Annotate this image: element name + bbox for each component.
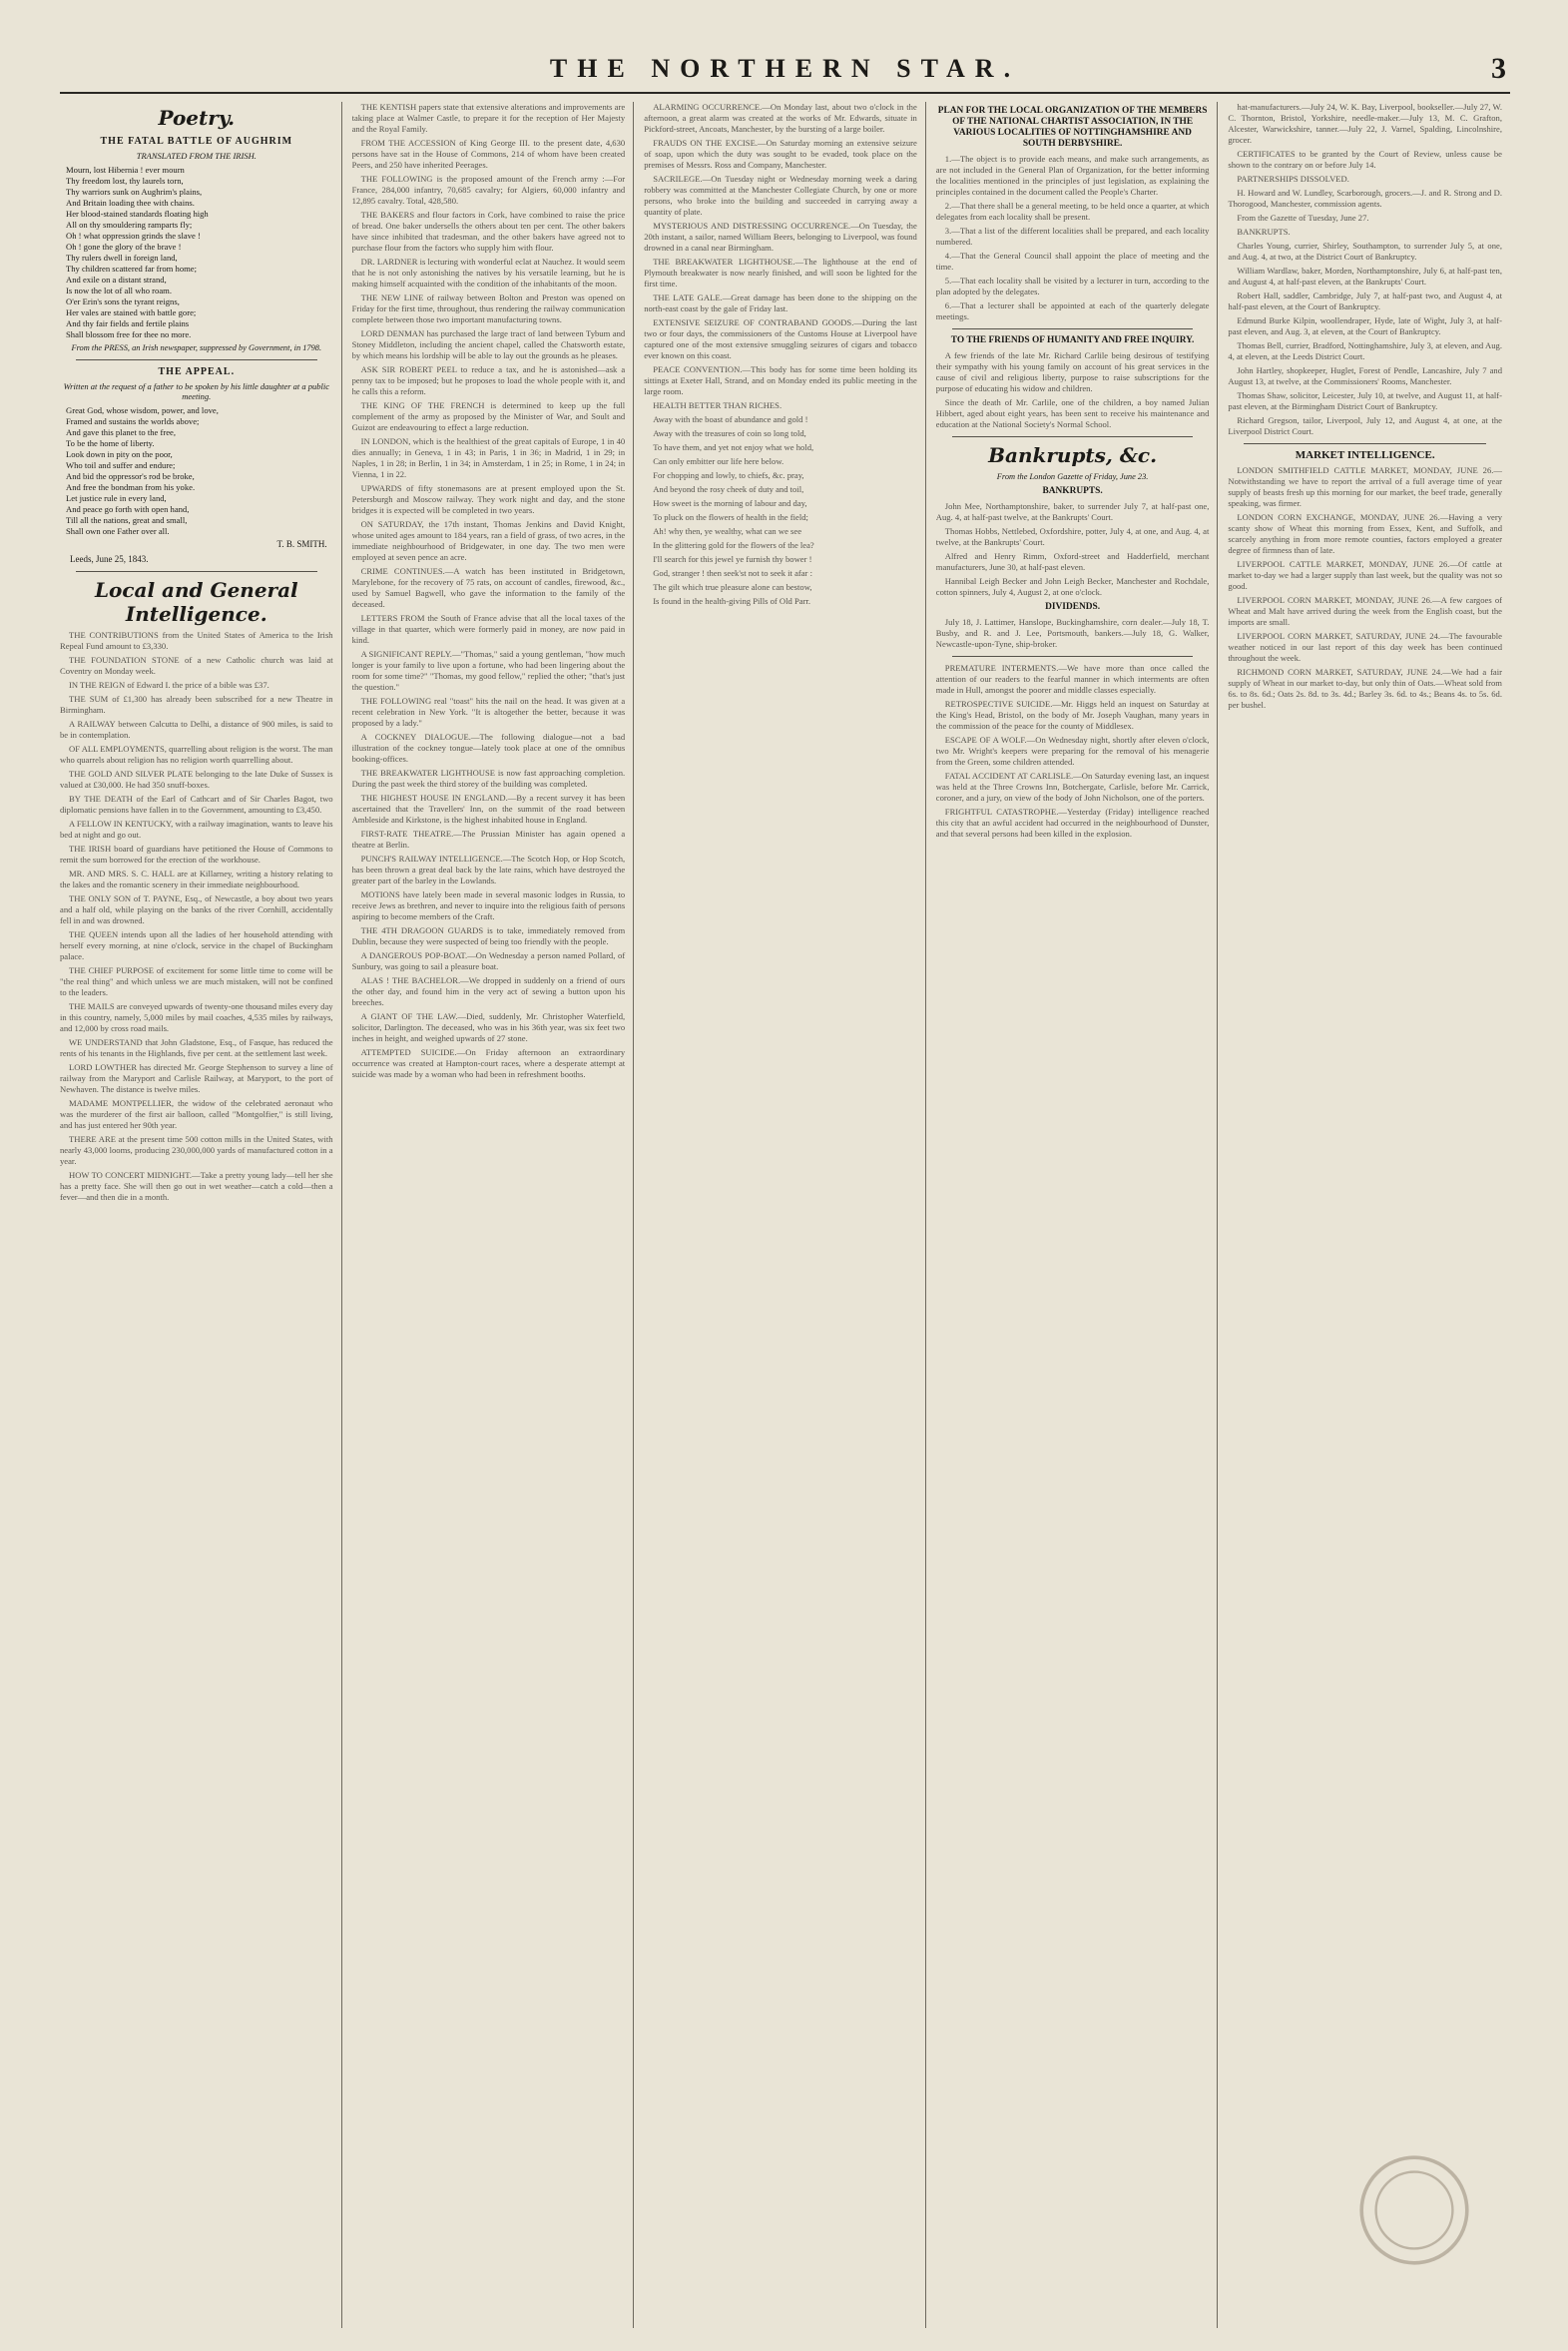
poem-line: And bid the oppressor's rod be broke, [66, 471, 195, 481]
market-report: LONDON CORN EXCHANGE, MONDAY, JUNE 26.—Having a very scanty show of Wheat this morning from Essex, Kent, and Suffolk, and scarcely anything in from more remote counties, factors employed a greater degree of firmness than of late. [1228, 512, 1502, 555]
poem-line: Great God, whose wisdom, power, and love, [66, 405, 219, 415]
poem-line: O'er Erin's sons the tyrant reigns, [66, 296, 180, 306]
plan-heading: PLAN FOR THE LOCAL ORGANIZATION OF THE MEMBERS OF THE NATIONAL CHARTIST ASSOCIATION, IN THE VARIOUS LOCALITIES OF NOTTINGHAMSHIRE AND SOUTH DERBYSHIRE. [937, 106, 1208, 149]
news-items [936, 663, 1210, 840]
news-paragraph: A DANGEROUS POP-BOAT.—On Wednesday a person named Pollard, of Sunbury, was going to sail a pleasure boat. [351, 950, 626, 971]
news-paragraph: IN THE REIGN of Edward I. the price of a bible was £37. [69, 680, 269, 690]
bankrupts-heading: Bankrupts, &c. [988, 443, 1158, 467]
news-paragraph: FIRST-RATE THEATRE.—The Prussian Minister has again opened a theatre at Berlin. [351, 829, 626, 850]
poem-line: All on thy smouldering ramparts fly; [66, 220, 193, 230]
market-report: RICHMOND CORN MARKET, SATURDAY, JUNE 24.—We had a fair supply of Wheat in our market to-day, but only thin of Oats.—Wheat sold from 6s. to 8s. 6d.; Oats 2s. 8d. to 3s. 4d.; Barley 3s. 6d. to 4s.; Beans 4s. to 5s. 6d. per bushel. [1228, 667, 1502, 710]
news-paragraph: LORD LOWTHER has directed Mr. George Stephenson to survey a line of railway from the Maryport and Carlisle Railway, at Maryport, to the port of Newhaven. The distance is twelve miles. [60, 1062, 333, 1094]
newspaper-title: THE NORTHERN STAR. [549, 54, 1021, 83]
poem-line: Is now the lot of all who roam. [66, 286, 172, 295]
poem-line: Thy rulers dwell in foreign land, [66, 253, 178, 263]
news-heading: Local and General Intelligence. [94, 578, 298, 626]
poem-title: THE FATAL BATTLE OF AUGHRIM [100, 136, 293, 147]
library-stamp-icon [1354, 2150, 1474, 2270]
news-paragraph: ON SATURDAY, the 17th instant, Thomas Jenkins and David Knight, whose united ages amount to 184 years, ran a field of grass, of two acres, in the immediate neighbourhood of Bridgewater, in one day. The two men were employed at seven pence an acre. [351, 519, 626, 562]
news-paragraph: MOTIONS have lately been made in several masonic lodges in Russia, to receive Jews as brethren, and never to inquire into the religious faith of persons aspiring to become members of the Craft. [351, 889, 626, 921]
gazette-entry: Robert Hall, saddler, Cambridge, July 7, at half-past two, and August 4, at half-past eleven, at the Court of Bankruptcy. [1228, 291, 1502, 311]
news-paragraph: God, stranger ! then seek'st not to seek it afar : [653, 568, 812, 578]
appeal-items [936, 350, 1210, 430]
poem-line: Her vales are stained with battle gore; [66, 307, 197, 317]
gazette-entry: CERTIFICATES to be granted by the Court of Review, unless cause be shown to the contrary on or before July 14. [1228, 149, 1502, 170]
poem-line: And peace go forth with open hand, [66, 504, 190, 514]
news-paragraph: LORD DENMAN has purchased the large tract of land between Tybum and Stoney Middleton, including the ancient chapel, called the Chatsworth estate, by which means his lordship will be able to lay out the grounds as he pleases. [351, 328, 626, 360]
poem-dateline: Leeds, June 25, 1843. [70, 554, 149, 564]
news-paragraph: THE NEW LINE of railway between Bolton and Preston was opened on Friday for the first time, throughout, thus rendering the railway communication complete between those two important manufacturing towns. [351, 293, 626, 324]
gazette-entry: John Hartley, shopkeeper, Huglet, Forest of Pendle, Lancashire, July 7 and August 13, at twelve, at the Commissioners' Rooms, Manchester. [1228, 365, 1502, 386]
market-report: LIVERPOOL CORN MARKET, SATURDAY, JUNE 24.—The favourable weather noticed in our last report of this day week has been continued throughout the week. [1228, 631, 1502, 663]
news-paragraph: I'll search for this jewel ye furnish thy bower ! [653, 554, 812, 564]
gazette-entry: Thomas Bell, currier, Bradford, Nottinghamshire, July 3, at eleven, and Aug. 4, at eleven, at the Leeds District Court. [1228, 340, 1502, 361]
poem-line: Oh ! gone the glory of the brave ! [66, 242, 182, 252]
gazette-entry: Edmund Burke Kilpin, woollendraper, Hyde, late of Wight, July 3, at half-past eleven, and Aug. 3, at eleven, at the Court of Bankruptcy. [1228, 315, 1502, 336]
gazette-entry: BANKRUPTS. [1237, 227, 1291, 237]
news-paragraph: FROM THE ACCESSION of King George III. to the present date, 4,630 persons have sat in the House of Commons, 214 of whom have been created Peers, and 250 have inherited Peerages. [351, 138, 626, 170]
poem-source: From the PRESS, an Irish newspaper, suppressed by Government, in 1798. [71, 343, 322, 352]
divider [1244, 443, 1486, 444]
news-paragraph: A RAILWAY between Calcutta to Delhi, a distance of 900 miles, is said to be in contemplation. [60, 719, 333, 740]
plan-paragraph: 6.—That a lecturer shall be appointed at each of the quarterly delegate meetings. [935, 300, 1210, 321]
poem-line: Thy children scattered far from home; [66, 264, 198, 274]
market-heading: MARKET INTELLIGENCE. [1295, 449, 1435, 461]
news-paragraph: ALARMING OCCURRENCE.—On Monday last, about two o'clock in the afternoon, a great alarm was created at the works of Mr. Edwards, situate in Pickford-street, Ancoats, Manchester, by the bursting of a large boiler. [644, 102, 917, 134]
news-paragraph: PUNCH'S RAILWAY INTELLIGENCE.—The Scotch Hop, or Hop Scotch, has been thrown a great deal back by the late rains, which have destroyed the greater part of the barley in the Lowlands. [351, 854, 626, 885]
news-paragraph: HOW TO CONCERT MIDNIGHT.—Take a pretty young lady—tell her she has a pretty face. She will then go out in wet weather—catch a cold—then a fever—and then die in a month. [60, 1170, 333, 1202]
poem-line: Mourn, lost Hibernia ! ever mourn [66, 165, 185, 175]
news-paragraph: How sweet is the morning of labour and day, [653, 498, 807, 508]
page-number: 3 [1491, 52, 1506, 85]
news-paragraph: THERE ARE at the present time 500 cotton mills in the United States, with nearly 43,000 looms, producing 230,000,000 yards of manufactured cotton in a year. [60, 1134, 333, 1166]
poem-line: Thy warriors sunk on Aughrim's plains, [66, 187, 203, 197]
news-paragraph: CRIME CONTINUES.—A watch has been instituted in Bridgetown, Marylebone, for the recovery of 75 rats, on account of candles, firewood, &c., used by Samuel Bagwell, who gave the information to the family of the deceased. [351, 566, 626, 609]
news-paragraph: ALAS ! THE BACHELOR.—We dropped in suddenly on a friend of ours the other day, and found him in the very act of sewing a button upon his breeches. [351, 975, 626, 1007]
news-paragraph: RETROSPECTIVE SUICIDE.—Mr. Higgs held an inquest on Saturday at the King's Head, Bristol, on the body of Mr. Joseph Vaughan, many years in the commission of the peace for the county of Middlesex. [935, 699, 1210, 731]
market-report: LIVERPOOL CORN MARKET, MONDAY, JUNE 26.—A few cargoes of Wheat and Malt have arrived during the week from the English coast, but the imports are small. [1228, 595, 1502, 627]
divider [952, 656, 1194, 657]
poem-line: Her blood-stained standards floating high [66, 209, 209, 219]
news-paragraph: THE ONLY SON of T. PAYNE, Esq., of Newcastle, a boy about two years and a half old, while playing on the banks of the river Cornhill, accidentally fell in and was drowned. [60, 893, 333, 925]
gazette-entry: Richard Gregson, tailor, Liverpool, July 12, and August 4, at one, at the Liverpool District Court. [1228, 415, 1502, 436]
poem-title: THE APPEAL. [158, 366, 236, 377]
gazette-entry: Thomas Shaw, solicitor, Leicester, July 10, at twelve, and August 11, at half-past eleven, at the Birmingham District Court of Bankruptcy. [1228, 390, 1502, 411]
news-paragraph: ATTEMPTED SUICIDE.—On Friday afternoon an extraordinary occurrence was created at Hampton-court races, where a desperate attempt at suicide was made by a woman who had been in refreshment booths. [351, 1047, 626, 1079]
news-paragraph: FRIGHTFUL CATASTROPHE.—Yesterday (Friday) intelligence reached this city that an awful accident had occurred in the neighbourhood of Dunster, and that several persons had been killed in the explosion. [935, 807, 1210, 839]
news-paragraph: FATAL ACCIDENT AT CARLISLE.—On Saturday evening last, an inquest was held at the Three Crowns Inn, Botchergate, Carlisle, before Mr. Carrick, coroner, and a jury, on view of the body of John Nicholson, one of the porters. [935, 771, 1210, 803]
plan-items [936, 154, 1210, 322]
column-4 [936, 102, 1219, 2328]
column-1 [60, 102, 342, 2328]
market-items [1228, 465, 1502, 711]
news-paragraph: THE HIGHEST HOUSE IN ENGLAND.—By a recent survey it has been ascertained that the Travellers' Inn, on the summit of the road between Ambleside and Kirkstone, is the highest inhabited house in England. [351, 793, 626, 825]
news-paragraph: For chopping and lowly, to chiefs, &c. pray, [653, 470, 804, 480]
column-5 [1228, 102, 1510, 2328]
bankrupt-entry: Thomas Hobbs, Nettlebed, Oxfordshire, potter, July 4, at one, and Aug. 4, at twelve, at the Bankrupts' Court. [935, 526, 1210, 547]
news-paragraph: THE GOLD AND SILVER PLATE belonging to the late Duke of Sussex is valued at £30,000. He had 350 snuff-boxes. [60, 769, 333, 790]
news-paragraph: To have them, and yet not enjoy what we hold, [653, 442, 814, 452]
news-paragraph: FRAUDS ON THE EXCISE.—On Saturday morning an extensive seizure of soap, upon which the duty was sought to be evaded, took place on the premises of Messrs. Ross and Company, Manchester. [644, 138, 917, 170]
news-paragraph: THE FOLLOWING is the proposed amount of the French army :—For France, 284,000 infantry, 70,685 cavalry; for Algiers, 60,000 infantry and 12,895 cavalry. Total, 428,580. [351, 174, 626, 206]
plan-paragraph: 4.—That the General Council shall appoint the place of meeting and the time. [935, 251, 1210, 272]
news-paragraph: WE UNDERSTAND that John Gladstone, Esq., of Fasque, has reduced the rents of his tenants in the Highlands, five per cent. at the settlement last week. [60, 1037, 333, 1058]
plan-paragraph: 2.—That there shall be a general meeting, to be held once a quarter, at which delegates from each locality shall be present. [935, 201, 1210, 222]
news-paragraph: OF ALL EMPLOYMENTS, quarrelling about religion is the worst. The man who quarrels about religion has no religion worth quarrelling about. [60, 744, 333, 765]
news-paragraph: THE IRISH board of guardians have petitioned the House of Commons to remit the sum borrowed for the erection of the workhouse. [60, 844, 333, 865]
poetry-heading: Poetry. [158, 106, 236, 130]
plan-paragraph: 5.—That each locality shall be visited by a lecturer in turn, according to the plan adopted by the delegates. [935, 276, 1210, 296]
gazette-items [1228, 102, 1502, 437]
news-paragraph: THE BAKERS and flour factors in Cork, have combined to raise the price of bread. One baker undersells the others about ten per cent. The other bakers have since inhibited that tradesman, and the other bakers have agreed not to purchase flour from the factors who supply him with flour. [351, 210, 626, 253]
divider [952, 436, 1194, 437]
divider [76, 571, 317, 572]
appeal-paragraph: Since the death of Mr. Carlile, one of the children, a boy named Julian Hibbert, aged about eight years, has been sent to receive his maintenance and education at the National Society's Normal School. [935, 397, 1210, 429]
news-paragraph: PEACE CONVENTION.—This body has for some time been holding its sittings at Exeter Hall, Strand, and on Monday ended its public meeting in the large room. [644, 364, 917, 396]
news-paragraph: In the glittering gold for the flowers of the lea? [653, 540, 814, 550]
news-paragraph: A GIANT OF THE LAW.—Died, suddenly, Mr. Christopher Waterfield, solicitor, Darlington. The deceased, who was in his 36th year, was six feet two inches in height, and weighed upwards of 27 stone. [351, 1011, 626, 1043]
poem-line: Look down in pity on the poor, [66, 449, 173, 459]
plan-paragraph: 3.—That a list of the different localities shall be prepared, and each locality numbered. [935, 226, 1210, 247]
masthead [60, 0, 1510, 94]
poem-line: And free the bondman from his yoke. [66, 482, 196, 492]
poem-line: And Britain loading thee with chains. [66, 198, 195, 208]
bankrupt-entry: Hannibal Leigh Becker and John Leigh Becker, Manchester and Rochdale, cotton spinners, July 4, August 2, at one o'clock. [935, 576, 1210, 597]
news-paragraph: UPWARDS of fifty stonemasons are at present employed upon the St. Petersburgh and Moscow railway. They work night and day, and the stone bridges it is expected will be completed in two years. [351, 483, 626, 515]
news-paragraph: IN LONDON, which is the healthiest of the great capitals of Europe, 1 in 40 dies annually; in Geneva, 1 in 43; in Paris, 1 in 36; in Madrid, 1 in 29; in Naples, 1 in 28; in Berlin, 1 in 34; in Amsterdam, 1 in 25; in Rome, 1 in 24; in Vienna, 1 in 22. [351, 436, 626, 479]
news-items [644, 102, 917, 607]
news-paragraph: BY THE DEATH of the Earl of Cathcart and of Sir Charles Bagot, two diplomatic pensions have fallen in to the Government, amounting to £3,450. [60, 794, 333, 815]
news-paragraph: THE FOLLOWING real "toast" hits the nail on the head. It was given at a recent celebration in New York. "It is altogether the better, because it was proposed by a lady." [351, 696, 626, 728]
news-paragraph: HEALTH BETTER THAN RICHES. [653, 400, 783, 410]
news-paragraph: THE 4TH DRAGOON GUARDS is to take, immediately removed from Dublin, because they were suspected of being too friendly with the people. [351, 925, 626, 946]
news-paragraph: A SIGNIFICANT REPLY.—"Thomas," said a young gentleman, "how much longer is your family to live upon a fortune, who had been lingering about the room for some time?" "Thomas, my good fellow," replied the other; "that's just the question." [351, 649, 626, 692]
appeal-heading: TO THE FRIENDS OF HUMANITY AND FREE INQUIRY. [950, 335, 1195, 345]
news-paragraph: THE SUM of £1,300 has already been subscribed for a new Theatre in Birmingham. [60, 694, 333, 715]
news-paragraph: A COCKNEY DIALOGUE.—The following dialogue—not a bad illustration of the cockney tongue—lately took place at one of the omnibus booking-offices. [351, 732, 626, 764]
divider [952, 328, 1194, 329]
news-items [60, 630, 333, 1203]
gazette-note: From the London Gazette of Friday, June 23. [996, 472, 1149, 481]
market-report: LONDON SMITHFIELD CATTLE MARKET, MONDAY, JUNE 26.—Notwithstanding we have to report the arrival of a full average time of year supply of beasts fresh up this morning for our market, the beef trade, generally speaking, was firmer. [1228, 465, 1502, 508]
news-paragraph: Ah! why then, ye wealthy, what can we see [653, 526, 802, 536]
news-paragraph: DR. LARDNER is lecturing with wonderful eclat at Nauchez. It would seem that he is not only astonishing the natives by his versatile learning, but he is making himself acquainted with the condition of the inhabitants of the moon. [351, 257, 626, 289]
poem-line: And gave this planet to the free, [66, 427, 177, 437]
dividends-text: July 18, J. Lattimer, Hanslope, Buckinghamshire, corn dealer.—July 18, T. Busby, and R. and J. Lee, Portsmouth, bankers.—July 18, G. Walker, Newcastle-upon-Tyne, ship-broker. [935, 617, 1210, 649]
bankrupts-subhead: BANKRUPTS. [1042, 486, 1103, 496]
news-paragraph: THE BREAKWATER LIGHTHOUSE.—The lighthouse at the end of Plymouth breakwater is now nearly finished, and will soon be lighted for the first time. [644, 257, 917, 289]
poem-line: Thy freedom lost, thy laurels torn, [66, 176, 184, 186]
news-paragraph: THE QUEEN intends upon all the ladies of her household attending with herself every morning, at nine o'clock, service in the chapel of Buckingham palace. [60, 929, 333, 961]
dividends-subhead: DIVIDENDS. [1045, 602, 1101, 612]
gazette-entry: PARTNERSHIPS DISSOLVED. [1237, 174, 1349, 184]
poem-line: Shall own one Father over all. [66, 526, 170, 536]
news-paragraph: ASK SIR ROBERT PEEL to reduce a tax, and he is astonished—ask a penny tax to be imposed; but he proposes to load the whole people with it, and he calls this a reform. [351, 364, 626, 396]
gazette-entry: William Wardlaw, baker, Morden, Northamptonshire, July 6, at half-past ten, and August 4, at half-past eleven, at the Bankrupts' Court. [1228, 266, 1502, 287]
news-paragraph: Away with the boast of abundance and gold ! [653, 414, 808, 424]
news-paragraph: MADAME MONTPELLIER, the widow of the celebrated aeronaut who was the murderer of the first air balloon, called "Montgolfier," is still living, and has just entered her 90th year. [60, 1098, 333, 1130]
poem-line: Who toil and suffer and endure; [66, 460, 176, 470]
gazette-entry: hat-manufacturers.—July 24, W. K. Bay, Liverpool, bookseller.—July 27, W. C. Thornton, Bristol, Yorkshire, needle-maker.—July 13, M. C. Grafton, Alcester, Warwickshire, tanner.—July 22, J. Varnel, Spalding, Lincolnshire, grocer. [1228, 102, 1502, 145]
gazette-entry: Charles Young, currier, Shirley, Southampton, to surrender July 5, at one, and Aug. 4, at two, at the District Court of Bankruptcy. [1228, 241, 1502, 262]
bankrupt-entry: John Mee, Northamptonshire, baker, to surrender July 7, at half-past one, Aug. 4, at half-past twelve, at the Bankrupts' Court. [935, 501, 1210, 522]
news-paragraph: LETTERS FROM the South of France advise that all the local taxes of the village in that quarter, which were formerly paid in money, are now paid in kind. [351, 613, 626, 645]
gazette-entry: H. Howard and W. Lundley, Scarborough, grocers.—J. and R. Strong and D. Thorogood, Manchester, commission agents. [1228, 188, 1502, 209]
poem-line: Oh ! what oppression grinds the slave ! [66, 231, 201, 241]
poem-body [60, 405, 333, 537]
poem-line: Shall blossom free for thee no more. [66, 329, 192, 339]
news-paragraph: A FELLOW IN KENTUCKY, with a railway imagination, wants to leave his bed at night and go out. [60, 819, 333, 840]
poem-line: Let justice rule in every land, [66, 493, 167, 503]
news-paragraph: EXTENSIVE SEIZURE OF CONTRABAND GOODS.—During the last two or four days, the commissioners of the Customs House at Liverpool have captured one of the most extensive smuggling seizures of cigars and tobacco ever known on this coast. [644, 317, 917, 360]
news-paragraph: THE CHIEF PURPOSE of excitement for some little time to come will be "the real thing" and which unless we are much mistaken, will not be confined to the leaders. [60, 965, 333, 997]
column-2 [352, 102, 635, 2328]
news-paragraph: THE LATE GALE.—Great damage has been done to the shipping on the north-east coast by the gale of Friday last. [644, 293, 917, 313]
news-paragraph: SACRILEGE.—On Tuesday night or Wednesday morning week a daring robbery was committed at the Manchester Collegiate Church, by one or more persons, who broke into the building and succeeded in carrying away a quantity of plate. [644, 174, 917, 217]
divider [76, 359, 317, 360]
poem-note: Written at the request of a father to be spoken by his little daughter at a public meeting. [63, 381, 330, 401]
news-paragraph: To pluck on the flowers of health in the field; [653, 512, 808, 522]
news-paragraph: The gilt which true pleasure alone can bestow, [653, 582, 812, 592]
news-paragraph: THE FOUNDATION STONE of a new Catholic church was laid at Coventry on Monday week. [60, 655, 333, 676]
news-paragraph: THE CONTRIBUTIONS from the United States of America to the Irish Repeal Fund amount to £3,330. [60, 630, 333, 651]
news-paragraph: ESCAPE OF A WOLF.—On Wednesday night, shortly after eleven o'clock, two Mr. Wright's keepers were preparing for the removal of his menagerie from the Green, some children attended. [935, 735, 1210, 767]
poem-line: To be the home of liberty. [66, 438, 155, 448]
poem-signature: T. B. SMITH. [276, 539, 327, 549]
news-paragraph: Away with the treasures of coin so long told, [653, 428, 806, 438]
bankrupt-entry: Alfred and Henry Rimm, Oxford-street and Hadderfield, merchant manufacturers, June 30, at half-past eleven. [935, 551, 1210, 572]
news-paragraph: MR. AND MRS. S. C. HALL are at Killarney, writing a history relating to the lakes and the romantic scenery in their immediate neighbourhood. [60, 869, 333, 889]
news-paragraph: PREMATURE INTERMENTS.—We have more than once called the attention of our readers to the fearful manner in which interments are often made in Hull, amongst the poorer and middle classes especially. [935, 663, 1210, 695]
plan-paragraph: 1.—The object is to provide each means, and make such arrangements, as are not included in the General Plan of Organization, for the better informing the localities mentioned in the principles of just legislation, as explaining the principles contained in the document called the People's Charter. [935, 154, 1210, 197]
news-paragraph: THE KING OF THE FRENCH is determined to keep up the full complement of the army as proposed by the Minister of War, and Soult and Guizot are endeavouring to effect a large reduction. [351, 400, 626, 432]
bankrupts-items [936, 501, 1210, 598]
news-paragraph: THE KENTISH papers state that extensive alterations and improvements are taking place at Walmer Castle, to prepare it for the reception of Her Majesty and the Royal Family. [351, 102, 626, 134]
market-report: LIVERPOOL CATTLE MARKET, MONDAY, JUNE 26.—Of cattle at market to-day we had a larger supply than last week, but the quality was not so good. [1228, 559, 1502, 591]
column-3 [644, 102, 926, 2328]
news-items [352, 102, 626, 1080]
poem-line: Framed and sustains the worlds above; [66, 416, 200, 426]
appeal-paragraph: A few friends of the late Mr. Richard Carlile being desirous of testifying their sympathy with his young family on account of his great services in the cause of civil and religious liberty, purpose to raise subscriptions for the purpose of educating his widow and children. [935, 350, 1210, 393]
news-paragraph: Is found in the health-giving Pills of Old Parr. [653, 596, 810, 606]
news-paragraph: THE MAILS are conveyed upwards of twenty-one thousand miles every day in this country, namely, 5,000 miles by mail coaches, 4,535 miles by railways, and 12,000 by cross road mails. [60, 1001, 333, 1033]
columns [60, 102, 1510, 2328]
poem-line: And thy fair fields and fertile plains [66, 318, 190, 328]
poem-body [60, 165, 333, 340]
news-paragraph: And beyond the rosy cheek of duty and toil, [653, 484, 804, 494]
poem-line: And exile on a distant strand, [66, 275, 167, 285]
news-paragraph: Can only embitter our life here below. [653, 456, 784, 466]
poem-note: TRANSLATED FROM THE IRISH. [136, 151, 257, 161]
news-paragraph: MYSTERIOUS AND DISTRESSING OCCURRENCE.—On Tuesday, the 20th instant, a sailor, named William Beers, belonging to Liverpool, was found drowned in a canal near Birmingham. [644, 221, 917, 253]
news-paragraph: THE BREAKWATER LIGHTHOUSE is now fast approaching completion. During the past week the third storey of the building was completed. [351, 768, 626, 789]
poem-line: Till all the nations, great and small, [66, 515, 188, 525]
gazette-entry: From the Gazette of Tuesday, June 27. [1237, 213, 1369, 223]
